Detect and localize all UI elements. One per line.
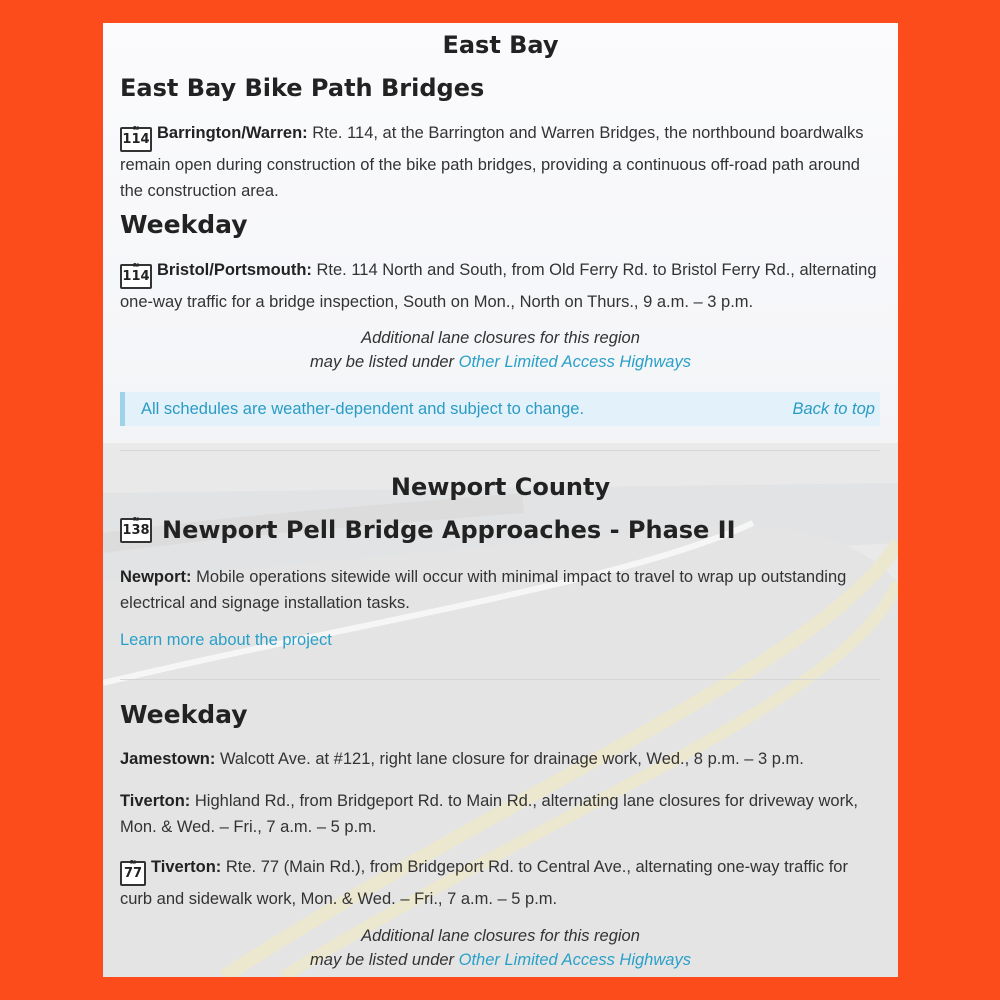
closure-location: Barrington/Warren: xyxy=(157,124,308,142)
section-title-bike-path: East Bay Bike Path Bridges xyxy=(120,74,485,102)
route-77-shield-icon: RI 77 xyxy=(120,861,146,886)
region-title-east-bay: East Bay xyxy=(442,31,559,59)
closure-description: Walcott Ave. at #121, right lane closure for drainage work, Wed., 8 p.m. – 3 p.m. xyxy=(215,750,804,768)
closure-item-barrington xyxy=(120,120,880,204)
closure-item-newport xyxy=(120,564,880,616)
closure-item-bristol xyxy=(120,257,880,315)
back-to-top-link[interactable]: Back to top xyxy=(792,399,875,418)
project-title: Newport Pell Bridge Approaches - Phase II xyxy=(162,516,736,544)
other-limited-access-highways-link[interactable]: Other Limited Access Highways xyxy=(458,353,691,371)
section-title-pell-bridge xyxy=(120,516,736,544)
closures-panel xyxy=(103,23,898,977)
closure-description: Rte. 114 North and South, from Old Ferry Rd. to Bristol Ferry Rd., alternating one-way traffic for a bridge inspection, South on Mon., North on Thurs., 9 a.m. – 3 p.m. xyxy=(120,261,877,311)
closure-location: Bristol/Portsmouth: xyxy=(157,261,312,279)
other-limited-access-highways-link[interactable]: Other Limited Access Highways xyxy=(458,951,691,969)
closure-item-tiverton-rte77 xyxy=(120,854,880,912)
route-138-shield-icon: RI 138 xyxy=(120,518,152,543)
closure-description: Mobile operations sitewide will occur with minimal impact to travel to wrap up outstanding electrical and signage installation tasks. xyxy=(120,568,847,612)
closure-description: Highland Rd., from Bridgeport Rd. to Main Rd., alternating lane closures for driveway work, Mon. & Wed. – Fri., 7 a.m. – 5 p.m. xyxy=(120,792,858,836)
closure-location: Tiverton: xyxy=(151,858,222,876)
route-114-shield-icon: RI 114 xyxy=(120,264,152,289)
section-divider xyxy=(120,450,880,451)
weekday-title-newport: Weekday xyxy=(120,700,248,729)
section-divider xyxy=(120,679,880,680)
additional-closures-note-newport: Additional lane closures for this region may be listed under Other Limited Access Highways xyxy=(310,927,691,969)
closure-location: Newport: xyxy=(120,568,192,586)
learn-more-project-link[interactable]: Learn more about the project xyxy=(120,631,332,649)
alert-text: All schedules are weather-dependent and subject to change. xyxy=(141,399,585,418)
weather-alert-banner xyxy=(120,392,880,426)
closure-location: Jamestown: xyxy=(120,750,216,768)
closure-description: Rte. 114, at the Barrington and Warren Bridges, the northbound boardwalks remain open during construction of the bike path bridges, providing a continuous off-road path around the construction area. xyxy=(120,124,864,200)
additional-closures-note-east-bay: Additional lane closures for this region may be listed under Other Limited Access Highways xyxy=(310,329,691,371)
region-title-newport: Newport County xyxy=(390,473,611,501)
weekday-title-east-bay: Weekday xyxy=(120,210,248,239)
closure-description: Rte. 77 (Main Rd.), from Bridgeport Rd. to Central Ave., alternating one-way traffic for curb and sidewalk work, Mon. & Wed. – Fri., 7 a.m. – 5 p.m. xyxy=(120,858,848,908)
route-114-shield-icon: RI 114 xyxy=(120,127,152,152)
closure-item-tiverton-highland xyxy=(120,788,880,840)
closure-location: Tiverton: xyxy=(120,792,191,810)
closure-item-jamestown xyxy=(120,746,880,772)
